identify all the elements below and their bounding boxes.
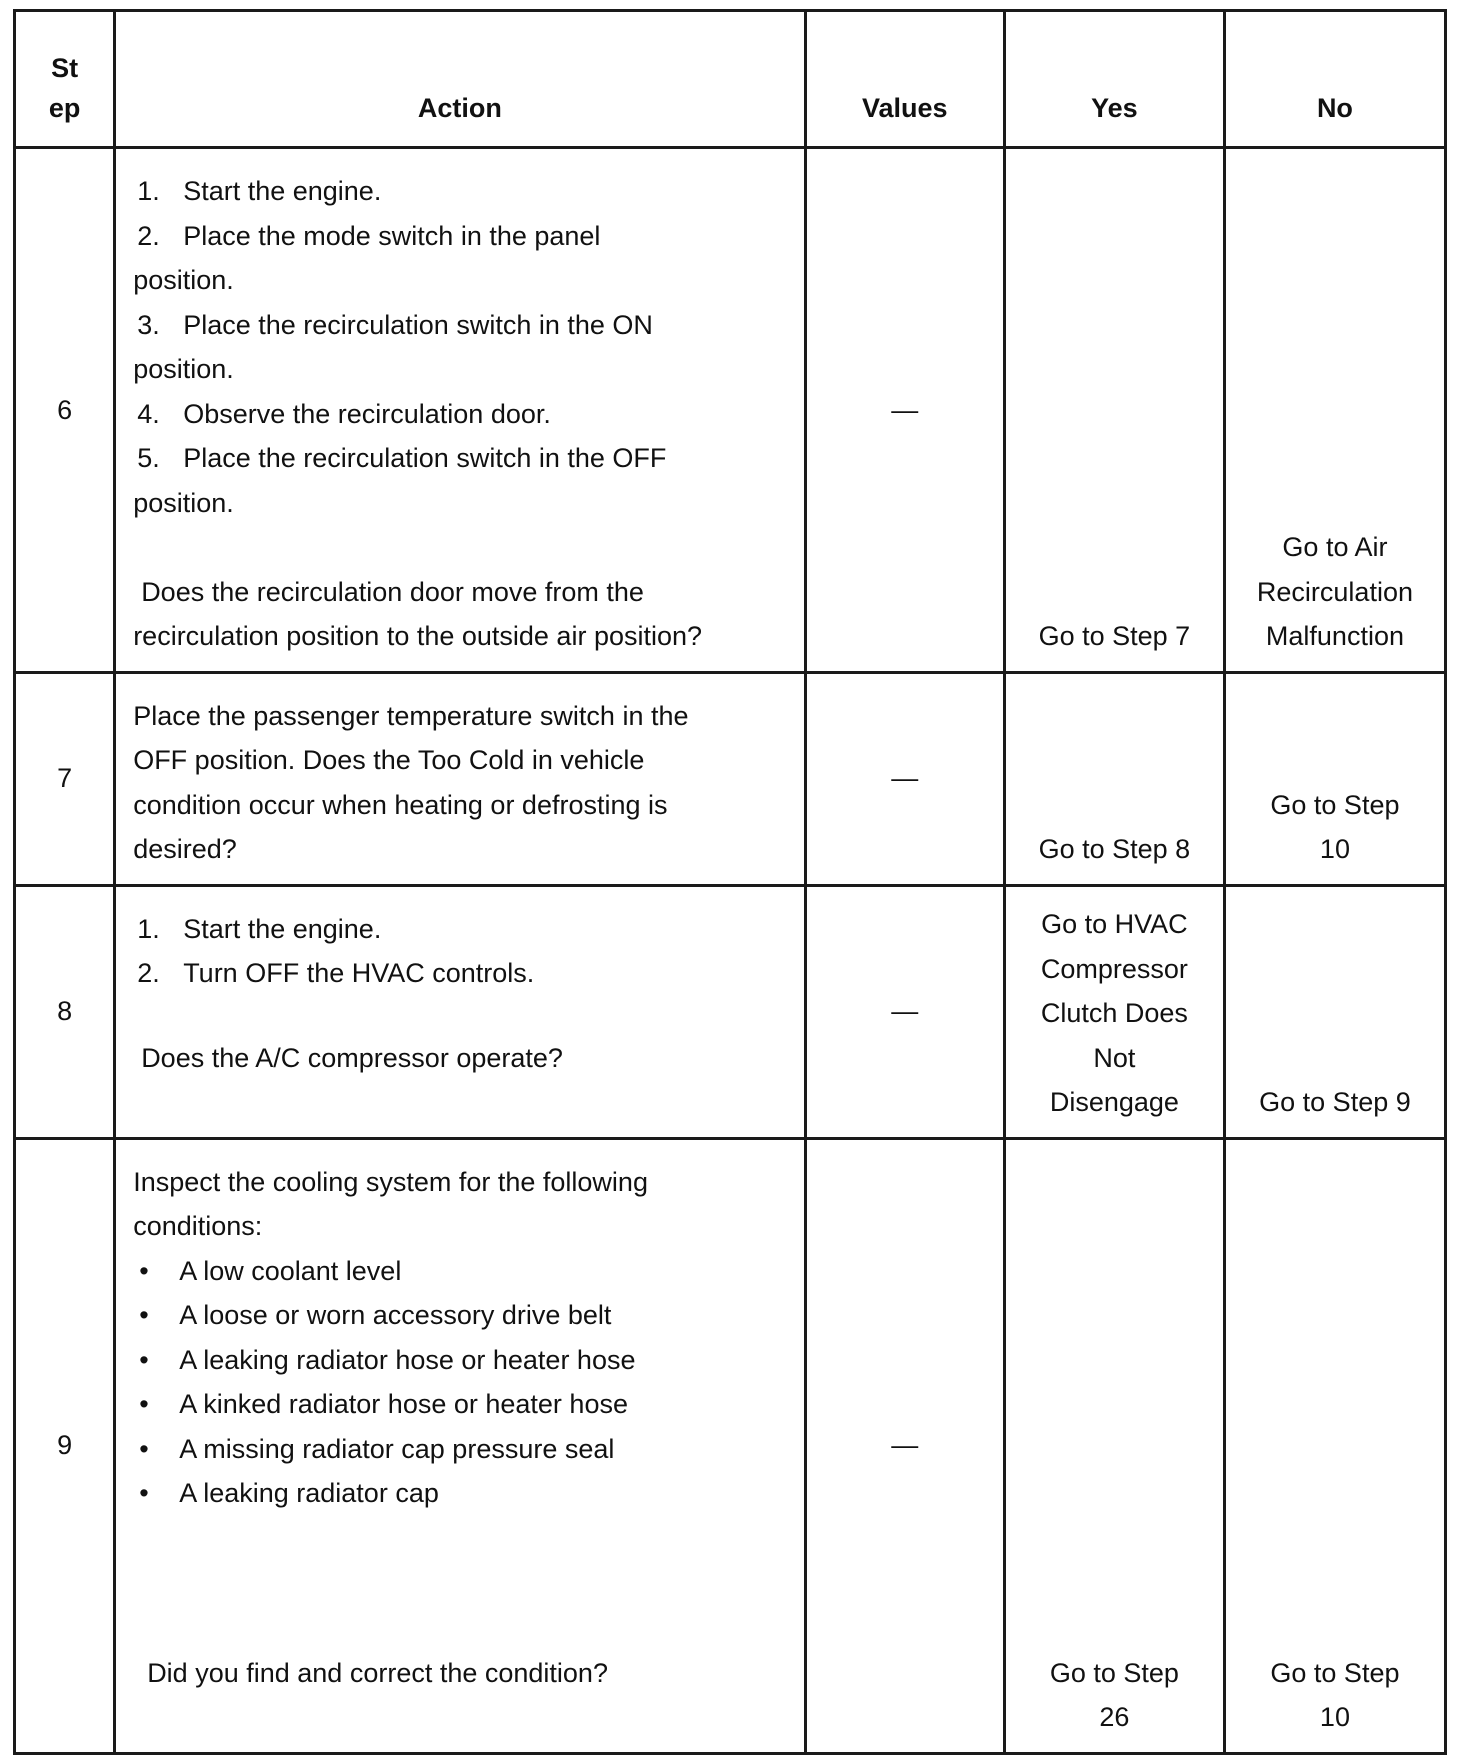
bullet-icon: •	[139, 1433, 149, 1464]
action-cell	[115, 1138, 805, 1753]
no-line: Go to Air	[1282, 532, 1388, 562]
table-row	[15, 885, 1446, 1138]
bullet-item	[133, 1249, 793, 1294]
yes-cell	[1004, 885, 1224, 1138]
yes-line: Go to HVAC	[1041, 909, 1188, 939]
bullet-item	[133, 1293, 793, 1338]
action-line: Inspect the cooling system for the following	[133, 1166, 648, 1197]
step-text: position.	[133, 487, 234, 518]
value-dash: —	[805, 672, 1004, 885]
question-line: Does the recirculation door move from the	[141, 576, 644, 607]
yes-line: Not	[1093, 1042, 1136, 1073]
bullet-icon: •	[139, 1478, 149, 1508]
step-number: 8	[15, 885, 115, 1138]
question-line: Did you find and correct the condition?	[147, 1657, 608, 1688]
action-line	[133, 392, 793, 437]
step-text: Start the engine.	[183, 176, 382, 206]
action-cell	[115, 672, 805, 885]
yes-line: Compressor	[1040, 953, 1188, 984]
action-line	[133, 214, 793, 259]
step-text: Place the mode switch in the panel	[183, 220, 601, 251]
no-cell	[1224, 148, 1445, 673]
step-number: 6	[15, 148, 115, 673]
yes-cell	[1004, 1138, 1224, 1753]
step-text: Start the engine.	[183, 913, 382, 944]
step-index: 1.	[137, 176, 160, 206]
yes-line: Disengage	[1049, 1087, 1179, 1117]
step-text: Place the recirculation switch in the OFF	[183, 443, 667, 473]
no-line: Go to Step	[1270, 789, 1400, 820]
action-line	[133, 303, 793, 348]
action-line: OFF position. Does the Too Cold in vehicle	[133, 745, 645, 775]
action-line	[133, 481, 793, 526]
value-dash: —	[805, 1138, 1004, 1753]
header-step-part2: ep	[48, 93, 81, 123]
value-dash: —	[805, 148, 1004, 673]
action-line	[133, 347, 793, 392]
table-row	[15, 1138, 1446, 1753]
step-index: 5.	[137, 443, 160, 473]
yes-line: Clutch Does	[1040, 998, 1188, 1028]
yes-line: Go to Step 8	[1038, 834, 1191, 864]
action-line: condition occur when heating or defrosting is	[133, 789, 668, 820]
bullet-icon: •	[139, 1344, 149, 1375]
diagnostic-table	[13, 9, 1447, 1755]
step-text: position.	[133, 265, 234, 295]
no-cell	[1224, 885, 1445, 1138]
yes-line: Go to Step 7	[1038, 621, 1191, 651]
table-row	[15, 148, 1446, 673]
action-cell	[115, 148, 805, 673]
step-index: 3.	[137, 309, 160, 340]
table-row	[15, 672, 1446, 885]
action-line: conditions:	[133, 1211, 263, 1241]
no-cell	[1224, 1138, 1445, 1753]
header-row	[15, 11, 1446, 148]
bullet-item	[133, 1427, 793, 1472]
bullet-text: A low coolant level	[179, 1255, 402, 1286]
bullet-text: A loose or worn accessory drive belt	[179, 1300, 612, 1330]
header-action: Action	[115, 11, 805, 148]
no-line: 10	[1319, 1702, 1350, 1732]
step-index: 2.	[137, 220, 160, 251]
action-cell	[115, 885, 805, 1138]
no-cell	[1224, 672, 1445, 885]
step-text: Place the recirculation switch in the ON	[183, 309, 653, 340]
header-step	[15, 11, 115, 148]
bullet-text: A missing radiator cap pressure seal	[179, 1433, 615, 1464]
yes-cell	[1004, 148, 1224, 673]
no-line: Go to Step 9	[1259, 1087, 1411, 1117]
header-values: Values	[805, 11, 1004, 148]
no-line: Go to Step	[1270, 1657, 1400, 1688]
header-yes: Yes	[1004, 11, 1224, 148]
action-line: desired?	[133, 834, 237, 864]
yes-line: 26	[1099, 1702, 1130, 1732]
yes-cell	[1004, 672, 1224, 885]
no-line: Recirculation	[1256, 576, 1413, 607]
header-no: No	[1224, 11, 1445, 148]
bullet-icon: •	[139, 1300, 149, 1330]
action-line	[133, 258, 793, 303]
step-number: 7	[15, 672, 115, 885]
step-text: Turn OFF the HVAC controls.	[183, 958, 535, 988]
no-line: Malfunction	[1265, 621, 1404, 651]
header-step-part1: St	[51, 53, 79, 83]
action-line	[133, 169, 793, 214]
bullet-text: A kinked radiator hose or heater hose	[179, 1389, 628, 1419]
question-line: Does the A/C compressor operate?	[141, 1042, 563, 1073]
question-line: recirculation position to the outside air position?	[133, 621, 703, 651]
step-text: position.	[133, 354, 234, 384]
bullet-item	[133, 1382, 793, 1427]
bullet-text: A leaking radiator cap	[179, 1478, 439, 1508]
step-number: 9	[15, 1138, 115, 1753]
step-index: 1.	[137, 913, 160, 944]
bullet-item	[133, 1338, 793, 1383]
action-line	[133, 951, 793, 996]
bullet-item	[133, 1471, 793, 1516]
step-text: Observe the recirculation door.	[183, 398, 551, 429]
yes-line: Go to Step	[1049, 1657, 1179, 1688]
step-index: 4.	[137, 398, 160, 429]
action-line	[133, 436, 793, 481]
action-line	[133, 907, 793, 952]
bullet-icon: •	[139, 1389, 149, 1419]
bullet-icon: •	[139, 1255, 149, 1286]
step-index: 2.	[137, 958, 160, 988]
action-line: Place the passenger temperature switch in the	[133, 700, 689, 731]
no-line: 10	[1319, 834, 1350, 864]
value-dash: —	[805, 885, 1004, 1138]
bullet-text: A leaking radiator hose or heater hose	[179, 1344, 636, 1375]
